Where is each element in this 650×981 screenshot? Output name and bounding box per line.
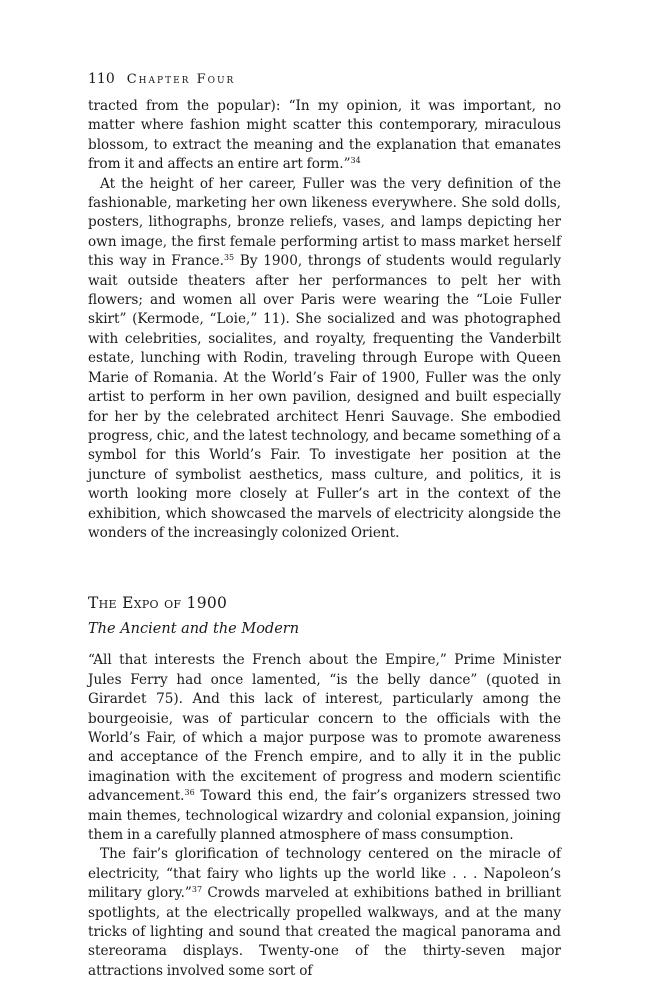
footnote-marker: 35 (223, 253, 235, 263)
footnote-marker: 37 (191, 885, 203, 895)
text-run: The fair’s glorification of technology centered on the miracle of electricity, “that fairy who lights up the world like . . . Napoleon’s military glory.” (88, 846, 561, 902)
book-page (88, 70, 561, 981)
paragraph (88, 97, 561, 175)
paragraph (88, 845, 561, 981)
chapter-label: Chapter Four (126, 72, 236, 87)
text-run: Toward this end, the fair’s organizers stressed two main themes, technological wizardry and colonial expansion, joining them in a carefully planned atmosphere of mass consumption. (88, 788, 561, 843)
paragraph (88, 175, 561, 544)
page-number: 110 (88, 71, 115, 87)
bottom-body-text (88, 651, 561, 981)
text-run: Crowds marveled at exhibitions bathed in brilliant spotlights, at the electrically propelled walkways, and at the many tricks of lighting and sound that created the magical panorama and stereorama displays. Twenty-one of the thirty-seven major attractions involved some sort of (88, 885, 562, 979)
top-body-text (88, 97, 561, 543)
running-head (88, 70, 561, 89)
text-run: By 1900, throngs of students would regularly wait outside theaters after her performances to pelt her with flowers; and women all over Paris were wearing the “Loie Fuller skirt” (Kermode, “Loie,” 11). She socialized and was photographed with celebrities, socialites, and royalty, frequenting the Vanderbilt estate, lunching with Rodin, traveling through Europe with Queen Marie of Romania. At the World’s Fair of 1900, Fuller was the only artist to perform in her own pavilion, designed and built especially for her by the celebrated architect Henri Sauvage. She embodied progress, chic, and the latest technology, and became something of a symbol for this World’s Fair. To investigate her position at the juncture of symbolist aesthetics, mass culture, and politics, it is worth looking more closely at Fuller’s art in the context of the exhibition, which showcased the marvels of electricity alongside the wonders of the increasingly colonized Orient. (88, 253, 561, 541)
text-run: “All that interests the French about the Empire,” Prime Minister Jules Ferry had once lamented, “is the belly dance” (quoted in Girardet 75). And this lack of interest, particularly among the bourgeoisie, was of particular concern to the officials with the World’s Fair, of which a major purpose was to promote awareness and acceptance of the French empire, and to ally it in the public imagination with the excitement of progress and modern scientific advancement. (88, 652, 561, 805)
paragraph (88, 651, 561, 845)
footnote-marker: 36 (184, 788, 195, 798)
subsection-title: The Ancient and the Modern (88, 621, 300, 638)
text-run: At the height of her career, Fuller was the very definition of the fashionable, marketing her own likeness everywhere. She sold dolls, posters, lithographs, bronze reliefs, vases, and lamps depicting her own image, the first female performing artist to mass market herself this way in France. (88, 175, 561, 270)
footnote-marker: 34 (350, 156, 361, 166)
section-title: The Expo of 1900 (88, 594, 228, 613)
text-run: tracted from the popular): “In my opinion, it was important, no matter where fashion might scatter this contemporary, miraculous blossom, to extract the meaning and the explanation that emanates from it and affects an entire art form.” (88, 98, 561, 173)
